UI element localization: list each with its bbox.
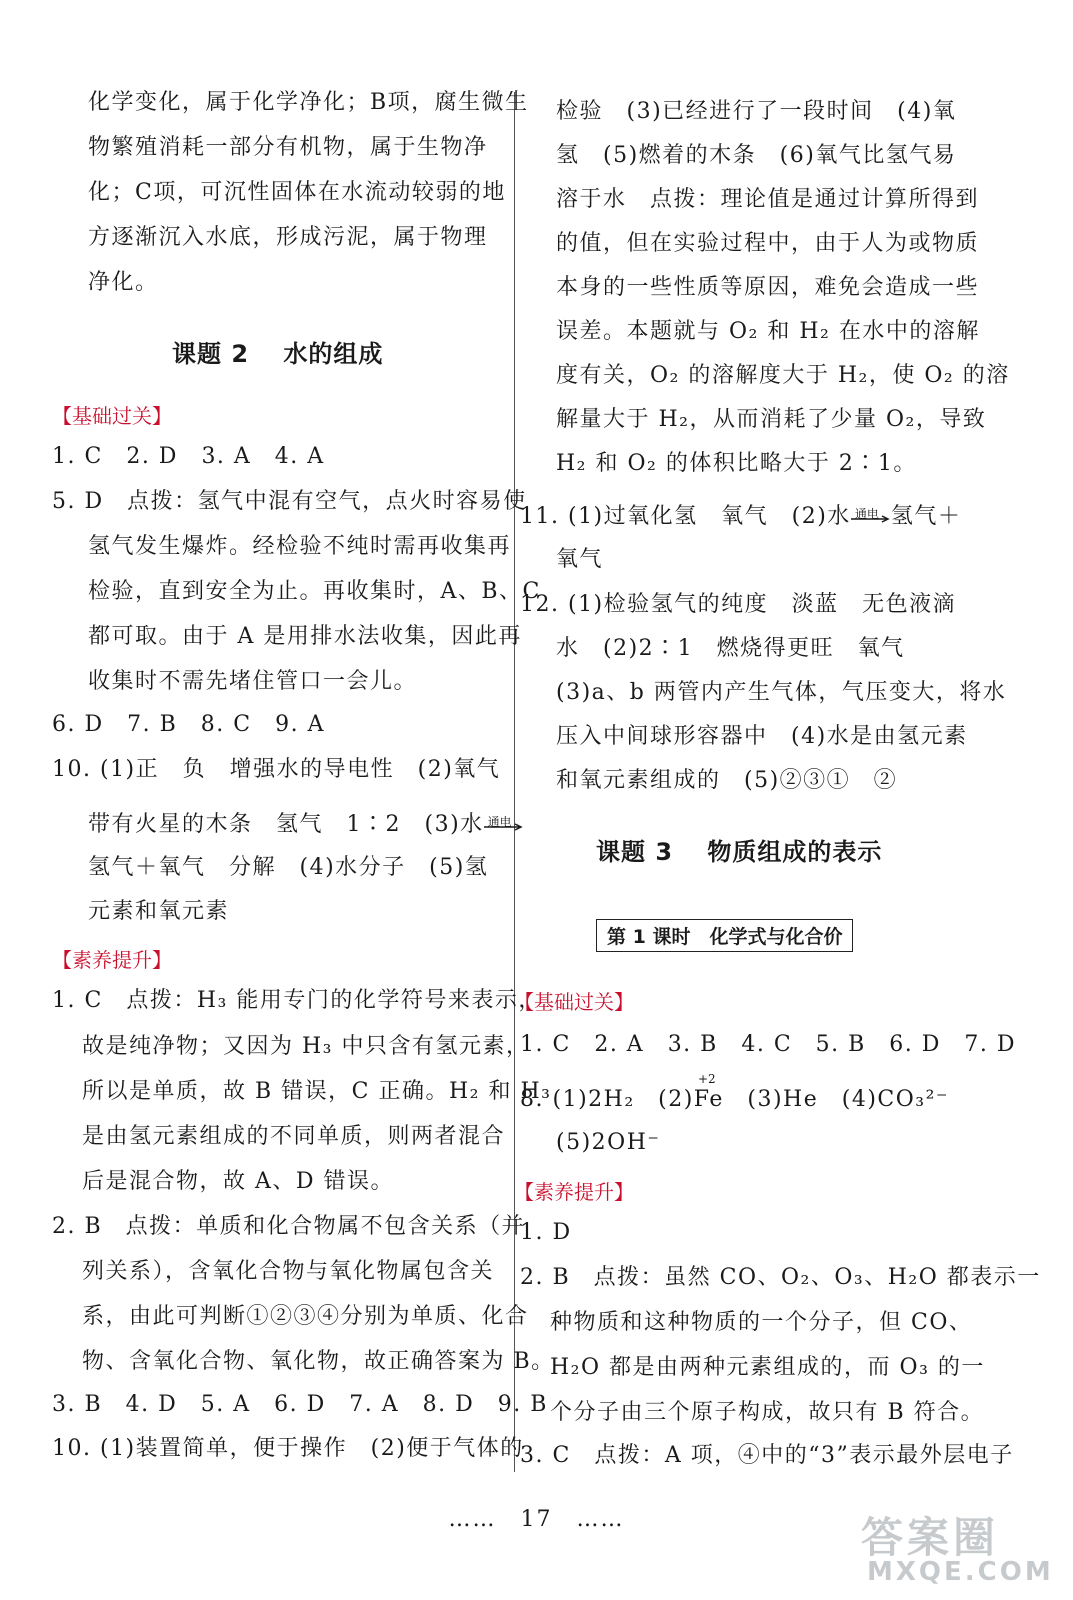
section-tag-improve: 【素养提升】 — [52, 948, 172, 972]
text-line: 度有关，O₂ 的溶解度大于 H₂，使 O₂ 的溶 — [556, 363, 1010, 388]
arrow-label: 通电 — [487, 815, 512, 829]
text-line: 方逐渐沉入水底，形成污泥，属于物理 — [88, 225, 488, 250]
text-line: (5)2OH⁻ — [556, 1130, 661, 1155]
text-line: 检验，直到安全为止。再收集时，A、B、C — [88, 579, 541, 604]
text-line: 氧气 — [556, 547, 604, 572]
answer-line: 6. D 7. B 8. C 9. A — [52, 712, 325, 737]
text-line: 和氧元素组成的 (5)②③① ② — [556, 768, 898, 793]
text-segment: 8. (1)2H₂ (2)Fe (3)He (4)CO₃²⁻ — [520, 1087, 950, 1112]
answer-line: 1. C 2. D 3. A 4. A — [52, 444, 325, 469]
text-line: H₂ 和 O₂ 的体积比略大于 2∶1。 — [556, 451, 917, 476]
text-line: 误差。本题就与 O₂ 和 H₂ 在水中的溶解 — [556, 319, 980, 344]
section-heading: 课题 2 水的组成 — [172, 340, 384, 368]
site-watermark-logo — [853, 1505, 1054, 1590]
lesson-label: 第 1 课时 化学式与化合价 — [596, 919, 853, 952]
electrolysis-arrow-icon — [851, 505, 891, 529]
answer-line: 10. (1)正 负 增强水的导电性 (2)氧气 — [52, 757, 501, 782]
arrow-label: 通电 — [854, 507, 879, 521]
watermark-url: MXQE.COM — [867, 1557, 1054, 1587]
text-line: 净化。 — [88, 270, 159, 295]
section-tag-basic: 【基础过关】 — [514, 990, 634, 1014]
answer-line: 3. C 点拨：A 项，④中的“3”表示最外层电子 — [520, 1443, 1014, 1468]
text-line: 压入中间球形容器中 (4)水是由氢元素 — [556, 724, 968, 749]
text-line: 氢气发生爆炸。经检验不纯时需再收集再 — [88, 534, 512, 559]
text-line — [88, 810, 524, 840]
page-number: …… 17 …… — [448, 1507, 625, 1532]
section-tag-basic: 【基础过关】 — [52, 404, 172, 428]
text-line: 的值，但在实验过程中，由于人为或物质 — [556, 231, 980, 256]
column-divider — [514, 92, 515, 1472]
text-line: 系，由此可判断①②③④分别为单质、化合 — [82, 1304, 529, 1329]
text-line: 本身的一些性质等原因，难免会造成一些 — [556, 275, 980, 300]
text-line: 化；C项，可沉性固体在水流动较弱的地 — [88, 180, 506, 205]
answer-line: 5. D 点拨：氢气中混有空气，点火时容易使 — [52, 489, 527, 514]
electrolysis-arrow-icon — [484, 813, 524, 837]
answer-line: 10. (1)装置简单，便于操作 (2)便于气体的 — [52, 1436, 524, 1461]
watermark-text: 答案圈 — [861, 1513, 1000, 1562]
text-line: 化学变化，属于化学净化；B项，腐生微生 — [88, 90, 529, 115]
text-line: 种物质和这种物质的一个分子，但 CO、 — [550, 1310, 973, 1335]
text-line: 物、含氧化合物、氧化物，故正确答案为 B。 — [82, 1349, 555, 1374]
text-line: 列关系），含氧化合物与氧化物属包含关 — [82, 1259, 495, 1284]
text-segment: 氢气＋ — [890, 504, 962, 529]
text-line: (3)a、b 两管内产生气体，气压变大，将水 — [556, 680, 1007, 705]
answer-line: 1. C 2. A 3. B 4. C 5. B 6. D 7. D — [520, 1032, 1017, 1057]
text-line: 都可取。由于 A 是用排水法收集，因此再 — [88, 624, 522, 649]
text-segment: 带有火星的木条 氢气 1∶2 (3)水 — [88, 812, 484, 837]
text-line: 物繁殖消耗一部分有机物，属于生物净 — [88, 135, 488, 160]
text-line: 是由氢元素组成的不同单质，则两者混合 — [82, 1124, 506, 1149]
text-line: 故是纯净物；又因为 H₃ 中只含有氢元素， — [82, 1034, 530, 1059]
section-heading: 课题 3 物质组成的表示 — [596, 838, 883, 866]
text-line: 水 (2)2∶1 燃烧得更旺 氧气 — [556, 636, 905, 661]
text-line: 氢气＋氧气 分解 (4)水分子 (5)氢 — [88, 855, 489, 880]
text-line: 个分子由三个原子构成，故只有 B 符合。 — [550, 1400, 985, 1425]
answer-line: 2. B 点拨：单质和化合物属不包含关系（并 — [52, 1214, 526, 1239]
answer-line: 1. C 点拨：H₃ 能用专门的化学符号来表示， — [52, 988, 542, 1013]
text-line: 检验 (3)已经进行了一段时间 (4)氧 — [556, 99, 957, 124]
text-line: 收集时不需先堵住管口一会儿。 — [88, 669, 418, 694]
answer-line — [520, 502, 961, 532]
answer-line — [520, 1085, 949, 1115]
answer-line: 3. B 4. D 5. A 6. D 7. A 8. D 9. B — [52, 1392, 548, 1417]
text-line: 后是混合物，故 A、D 错误。 — [82, 1169, 395, 1194]
text-line: 溶于水 点拨：理论值是通过计算所得到 — [556, 187, 980, 212]
text-segment: 11. (1)过氧化氢 氧气 (2)水 — [520, 504, 851, 529]
text-line: 解量大于 H₂，从而消耗了少量 O₂，导致 — [556, 407, 987, 432]
answer-line: 2. B 点拨：虽然 CO、O₂、O₃、H₂O 都表示一 — [520, 1265, 1041, 1290]
answer-line: 1. D — [520, 1220, 572, 1245]
text-line: 所以是单质，故 B 错误，C 正确。H₂ 和 H₃ — [82, 1079, 552, 1104]
valence-label: +2 — [698, 1072, 716, 1086]
answer-line: 12. (1)检验氢气的纯度 淡蓝 无色液滴 — [520, 592, 957, 617]
text-line: 元素和氧元素 — [88, 899, 230, 924]
section-tag-improve: 【素养提升】 — [514, 1180, 634, 1204]
text-line: H₂O 都是由两种元素组成的，而 O₃ 的一 — [550, 1355, 985, 1380]
text-line: 氢 (5)燃着的木条 (6)氧气比氢气易 — [556, 143, 957, 168]
